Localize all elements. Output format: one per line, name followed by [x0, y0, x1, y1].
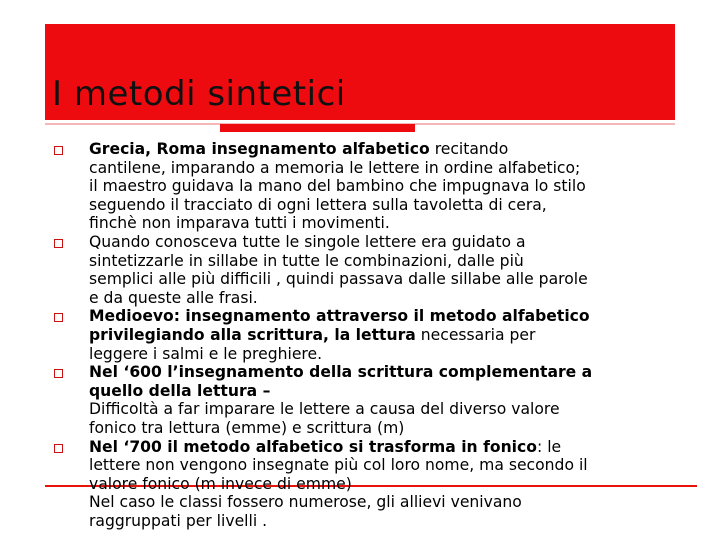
text-run: e da queste alle frasi. [89, 288, 258, 307]
text-run: cantilene, imparando a memoria le lettere in ordine alfabetico; [89, 158, 581, 177]
paragraph-3-line-1 [89, 307, 679, 326]
text-run: Nel ‘600 l’insegnamento della scrittura complementare a [89, 363, 593, 382]
text-run: leggere i salmi e le preghiere. [89, 344, 323, 363]
hollow-square-bullet-icon [54, 444, 63, 453]
text-run: il maestro guidava la mano del bambino che impugnava lo stilo [89, 177, 586, 196]
text-run: privilegiando alla scrittura, la lettura [89, 325, 416, 344]
paragraph-5-line-4 [89, 493, 679, 512]
paragraph-5-line-2 [89, 456, 679, 475]
paragraph-1-line-5 [89, 214, 679, 233]
text-run: finchè non imparava tutti i movimenti. [89, 214, 390, 233]
paragraph-4-line-1 [89, 363, 679, 382]
paragraph-3-line-2 [89, 326, 679, 345]
paragraph-4-line-4 [89, 419, 679, 438]
text-run: Medioevo: insegnamento attraverso il metodo alfabetico [89, 307, 590, 326]
slide-body [89, 140, 679, 530]
paragraph-1-line-3 [89, 177, 679, 196]
text-run: sintetizzarle in sillabe in tutte le combinazioni, dalle più [89, 251, 524, 270]
text-run: raggruppati per livelli . [89, 511, 268, 530]
text-run: necessaria per [415, 325, 536, 344]
paragraph-2-line-1 [89, 233, 679, 252]
paragraph-2-line-4 [89, 289, 679, 308]
text-run: semplici alle più difficili , quindi passava dalle sillabe alle parole [89, 270, 588, 289]
text-run: Nel caso le classi fossero numerose, gli allievi venivano [89, 493, 522, 512]
text-run: Quando conosceva tutte le singole lettere era guidato a [89, 232, 526, 251]
text-run: Nel ‘700 il metodo alfabetico si trasforma in fonico [89, 437, 537, 456]
paragraph-5-line-5 [89, 512, 679, 531]
text-run: valore fonico (m invece di emme) [89, 474, 352, 493]
text-run: quello della lettura – [89, 381, 271, 400]
hollow-square-bullet-icon [54, 369, 63, 378]
paragraph-1-line-1 [89, 140, 679, 159]
text-run: lettere non vengono insegnate più col loro nome, ma secondo il [89, 456, 588, 475]
paragraph-2-line-2 [89, 252, 679, 271]
text-run: seguendo il tracciato di ogni lettera sulla tavoletta di cera, [89, 195, 547, 214]
text-run: : le [537, 437, 562, 456]
hollow-square-bullet-icon [54, 239, 63, 248]
hollow-square-bullet-icon [54, 313, 63, 322]
text-run: fonico tra lettura (emme) e scrittura (m) [89, 418, 405, 437]
paragraph-1-line-2 [89, 159, 679, 178]
hollow-square-bullet-icon [54, 146, 63, 155]
slide-title: I metodi sintetici [52, 74, 346, 114]
title-accent-bar [220, 124, 415, 132]
text-run: recitando [429, 140, 509, 158]
paragraph-5-line-1 [89, 438, 679, 457]
paragraph-1-line-4 [89, 196, 679, 215]
paragraph-2-line-3 [89, 270, 679, 289]
text-run: Grecia, Roma insegnamento alfabetico [89, 140, 430, 158]
paragraph-4-line-2 [89, 382, 679, 401]
paragraph-4-line-3 [89, 400, 679, 419]
text-run: Difficoltà a far imparare le lettere a causa del diverso valore [89, 400, 560, 419]
paragraph-5-line-3 [89, 475, 679, 494]
paragraph-3-line-3 [89, 345, 679, 364]
